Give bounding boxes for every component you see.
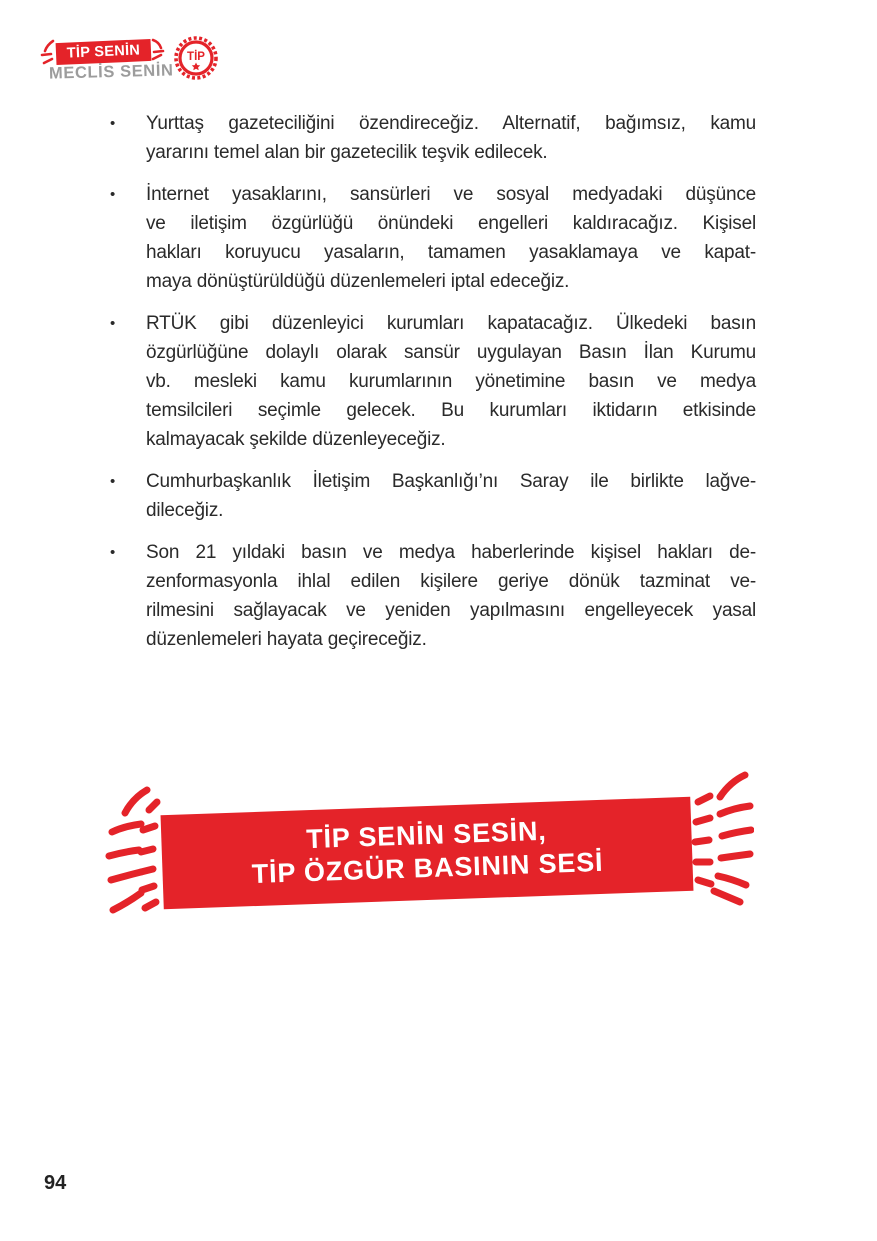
bullet-text xyxy=(146,109,756,167)
bullet-line: rilmesini sağlayacak ve yeniden yapılmasını engelleyecek yasal xyxy=(146,600,756,621)
bullet-line: dileceğiz. xyxy=(146,500,224,521)
page-number: 94 xyxy=(44,1172,67,1194)
bullet-line: Yurttaş gazeteciliğini özendireceğiz. Alternatif, bağımsız, kamu xyxy=(146,113,756,134)
logo-subtitle: MECLİS SENİN xyxy=(48,61,174,83)
bullet-line: zenformasyonla ihlal edilen kişilere geriye dönük tazminat ve- xyxy=(146,571,756,592)
bullet-marker: • xyxy=(110,315,116,332)
bullet-marker: • xyxy=(110,115,116,132)
list-item xyxy=(108,467,756,525)
slogan-banner xyxy=(161,797,694,909)
slogan-line-1: TİP SENİN SESİN, xyxy=(305,815,548,855)
bullet-line: kalmayacak şekilde düzenleyeceğiz. xyxy=(146,429,446,450)
tip-party-badge-icon xyxy=(173,35,219,81)
badge-text: TİP xyxy=(187,51,205,63)
bullet-list xyxy=(108,109,756,667)
bullet-line: hakları koruyucu yasaların, tamamen yasaklamaya ve kapat- xyxy=(146,242,756,263)
bullet-line: özgürlüğüne dolaylı olarak sansür uygulayan Basın İlan Kurumu xyxy=(146,342,756,363)
bullet-line: Son 21 yıldaki basın ve medya haberlerinde kişisel hakları de- xyxy=(146,542,756,563)
burst-rays-right-icon xyxy=(690,764,754,906)
burst-rays-left-icon xyxy=(105,786,163,926)
bullet-text xyxy=(146,538,756,654)
burst-rays-small-left-icon xyxy=(40,38,55,65)
bullet-line: yararını temel alan bir gazetecilik teşvik edilecek. xyxy=(146,142,548,163)
tip-logo xyxy=(40,34,230,86)
bullet-line: İnternet yasaklarını, sansürleri ve sosyal medyadaki düşünce xyxy=(146,184,756,205)
list-item xyxy=(108,109,756,167)
burst-rays-small-right-icon xyxy=(151,36,166,63)
bullet-text xyxy=(146,180,756,296)
bullet-text xyxy=(146,467,756,525)
bullet-marker: • xyxy=(110,473,116,490)
bullet-line: vb. mesleki kamu kurumlarının yönetimine basın ve medya xyxy=(146,371,756,392)
bullet-line: temsilcileri seçimle gelecek. Bu kurumları iktidarın etkisinde xyxy=(146,400,756,421)
bullet-marker: • xyxy=(110,186,116,203)
bullet-marker: • xyxy=(110,544,116,561)
slogan-line-2: TİP ÖZGÜR BASININ SESİ xyxy=(251,846,604,890)
bullet-text xyxy=(146,309,756,454)
bullet-line: düzenlemeleri hayata geçireceğiz. xyxy=(146,629,427,650)
list-item xyxy=(108,309,756,454)
list-item xyxy=(108,180,756,296)
bullet-line: Cumhurbaşkanlık İletişim Başkanlığı’nı Saray ile birlikte lağve- xyxy=(146,471,756,492)
logo-banner-text: TİP SENİN xyxy=(56,39,152,65)
bullet-line: RTÜK gibi düzenleyici kurumları kapatacağız. Ülkedeki basın xyxy=(146,313,756,334)
bullet-line: ve iletişim özgürlüğü önündeki engelleri kaldıracağız. Kişisel xyxy=(146,213,756,234)
list-item xyxy=(108,538,756,654)
bullet-line: maya dönüştürüldüğü düzenlemeleri iptal edeceğiz. xyxy=(146,271,570,292)
